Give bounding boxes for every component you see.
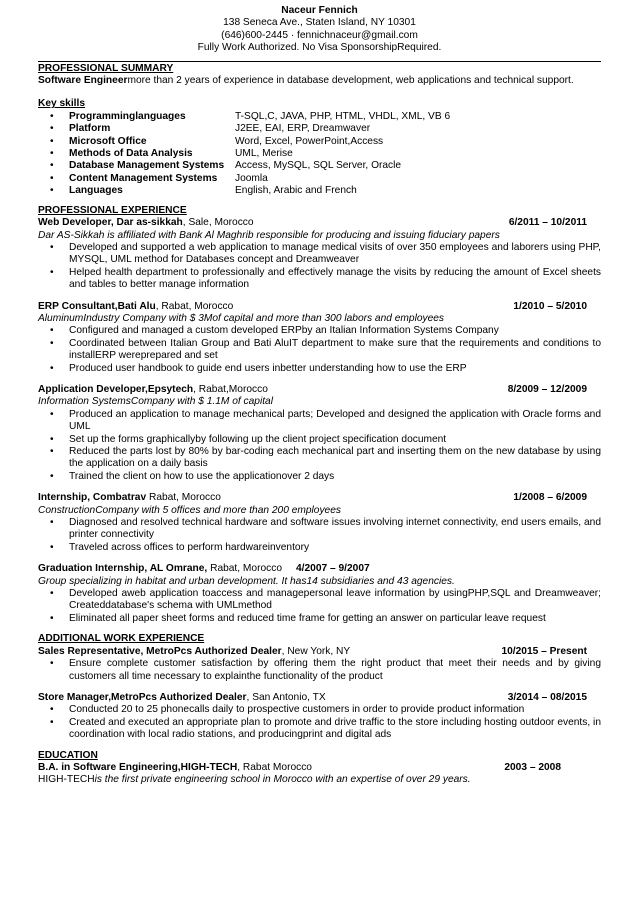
job-line bbox=[38, 384, 601, 396]
job-dates: 1/2010 – 5/2010 bbox=[513, 300, 587, 312]
skill-value: J2EE, EAI, ERP, Dreamwaver bbox=[235, 123, 371, 135]
candidate-name: Naceur Fennich bbox=[281, 5, 358, 16]
job-heading bbox=[38, 646, 350, 658]
summary-heading: PROFESSIONAL SUMMARY bbox=[38, 62, 174, 74]
work-authorization: Fully Work Authorized. No Visa SponsorshipRequired. bbox=[197, 42, 442, 54]
job-bullet: • Produced an application to manage mechanical parts; Developed and designed the application with Oracle forms and UML bbox=[38, 409, 601, 434]
skill-name: • Languages bbox=[69, 185, 123, 197]
job-line bbox=[38, 646, 601, 658]
job-title: Store Manager,MetroPcs Authorized Dealer bbox=[38, 691, 247, 703]
job-line bbox=[38, 692, 601, 704]
skills-heading: Key skills bbox=[38, 98, 86, 110]
job-description: Group specializing in habitat and urban development. It has14 subsidiaries and 43 agencies. bbox=[38, 575, 455, 587]
job-bullets bbox=[38, 517, 601, 554]
job-bullet: • Configured and managed a custom developed ERPby an Italian Information Systems Company bbox=[38, 325, 601, 337]
job-heading bbox=[38, 301, 233, 313]
education-line: B.A. in Software Engineering,HIGH-TECH, Rabat Morocco 2003 – 2008 bbox=[38, 761, 561, 773]
job-bullet: • Conducted 20 to 25 phonecalls daily to prospective customers in order to provide product information bbox=[38, 704, 601, 716]
skill-item bbox=[38, 111, 601, 123]
skill-value: T-SQL,C, JAVA, PHP, HTML, VHDL, XML, VB 6 bbox=[235, 110, 451, 122]
job-dates: 4/2007 – 9/2007 bbox=[296, 563, 370, 575]
job-dates: 1/2008 – 6/2009 bbox=[513, 492, 587, 504]
job-bullet: • Diagnosed and resolved technical hardware and software issues involving internet connectivity, end users emails, and printer connectivity bbox=[38, 517, 601, 542]
summary-text: Software Engineermore than 2 years of experience in database development, web applications and technical support. bbox=[38, 75, 574, 87]
experience-heading: PROFESSIONAL EXPERIENCE bbox=[38, 204, 187, 216]
job-bullet: • Coordinated between Italian Group and Bati AluIT department to make sure that the requirements and conditions to installERP wereprepared and set bbox=[38, 338, 601, 363]
contact-info: (646)600-2445 · fennichnaceur@gmail.com bbox=[221, 29, 418, 41]
skill-value: Word, Excel, PowerPoint,Access bbox=[235, 135, 384, 147]
job-bullet: • Created and executed an appropriate plan to promote and drive traffic to the store including hosting outdoor events, in coordination with local radio stations, and producingprint and digital ads bbox=[38, 717, 601, 742]
skills-list bbox=[38, 111, 601, 198]
job-bullets bbox=[38, 242, 601, 292]
job-location: , Sale, Morocco bbox=[182, 217, 254, 229]
job-line bbox=[38, 301, 601, 313]
job-bullets bbox=[38, 588, 601, 625]
skill-item bbox=[38, 136, 601, 148]
job-location: , Rabat,Morocco bbox=[193, 383, 268, 395]
skill-name: • Methods of Data Analysis bbox=[69, 148, 193, 160]
job-heading bbox=[38, 563, 370, 575]
additional-heading: ADDITIONAL WORK EXPERIENCE bbox=[38, 633, 205, 645]
job-bullet: • Developed and supported a web application to manage medical visits of over 350 employees and laborers using PHP, MYSQL, UML method for Databases concept and Dreamweaver bbox=[38, 242, 601, 267]
job-line bbox=[38, 492, 601, 504]
job-bullets bbox=[38, 658, 601, 683]
school-desc: HIGH-TECHis the first private engineering school in Morocco with an expertise of over 29 years. bbox=[38, 774, 471, 786]
job-bullet: • Eliminated all paper sheet forms and reduced time frame for getting an answer on particular leave request bbox=[38, 613, 601, 625]
job-bullets bbox=[38, 325, 601, 375]
skill-value: English, Arabic and French bbox=[235, 185, 357, 197]
skill-name: • Programminglanguages bbox=[69, 110, 186, 122]
resume-header bbox=[38, 5, 601, 55]
job-line bbox=[38, 563, 601, 575]
job-bullet: • Traveled across offices to perform hardwareinventory bbox=[38, 542, 601, 554]
job-bullets bbox=[38, 409, 601, 483]
job-bullet: • Reduced the parts lost by 80% by bar-coding each mechanical part and inserting them on the new database by using the application on a daily basis bbox=[38, 446, 601, 471]
resume-page bbox=[38, 0, 601, 787]
job-description: AluminumIndustry Company with $ 3Mof capital and more than 300 labors and employees bbox=[38, 312, 445, 324]
job-bullets bbox=[38, 704, 601, 741]
skill-name: • Microsoft Office bbox=[69, 135, 147, 147]
job-bullet: • Ensure complete customer satisfaction by offering them the right product that meet their needs and by giving customers all time necessary to explainthe functionality of the product bbox=[38, 658, 601, 683]
skill-name: • Database Management Systems bbox=[69, 160, 225, 172]
job-title: Application Developer,Epsytech bbox=[38, 383, 194, 395]
skill-item bbox=[38, 123, 601, 135]
job-location: Rabat, Morocco bbox=[207, 563, 282, 575]
skill-item bbox=[38, 185, 601, 197]
address: 138 Seneca Ave., Staten Island, NY 10301 bbox=[223, 17, 416, 29]
job-dates: 8/2009 – 12/2009 bbox=[507, 383, 587, 395]
job-location: , New York, NY bbox=[281, 645, 351, 657]
job-title: Graduation Internship, AL Omrane, bbox=[38, 563, 208, 575]
job-description: Information SystemsCompany with $ 1.1M of capital bbox=[38, 396, 273, 408]
summary-lead: Software Engineer bbox=[38, 75, 128, 87]
experience-list bbox=[38, 217, 601, 625]
job-heading bbox=[38, 692, 326, 704]
job-heading bbox=[38, 217, 254, 229]
job-location: Rabat, Morocco bbox=[146, 492, 221, 504]
job-title: Sales Representative, MetroPcs Authorized Dealer bbox=[38, 645, 282, 657]
job-line bbox=[38, 217, 601, 229]
skill-name: • Platform bbox=[69, 123, 111, 135]
header-divider bbox=[38, 61, 601, 62]
job-description: Dar AS-Sikkah is affiliated with Bank Al Maghrib responsible for producing and issuing fiduciary papers bbox=[38, 229, 500, 241]
job-bullet: • Trained the client on how to use the applicationover 2 days bbox=[38, 471, 601, 483]
job-dates: 3/2014 – 08/2015 bbox=[507, 691, 587, 703]
education-dates: 2003 – 2008 bbox=[504, 761, 561, 773]
job-location: , San Antonio, TX bbox=[246, 691, 326, 703]
skill-item bbox=[38, 148, 601, 160]
skill-name: • Content Management Systems bbox=[69, 172, 218, 184]
job-dates: 10/2015 – Present bbox=[501, 645, 587, 657]
job-title: Web Developer, Dar as-sikkah bbox=[38, 217, 183, 229]
skill-item bbox=[38, 160, 601, 172]
skill-value: Access, MySQL, SQL Server, Oracle bbox=[235, 160, 402, 172]
job-heading bbox=[38, 384, 268, 396]
skill-value: Joomla bbox=[235, 172, 268, 184]
job-bullet: • Helped health department to professionally and effectively manage the visits by reducing the amount of Excel sheets and tables to better manage information bbox=[38, 267, 601, 292]
job-description: ConstructionCompany with 5 offices and more than 200 employees bbox=[38, 504, 341, 516]
education-heading: EDUCATION bbox=[38, 749, 98, 761]
job-bullet: • Produced user handbook to guide end users inbetter understanding how to use the ERP bbox=[38, 363, 601, 375]
job-location: , Rabat, Morocco bbox=[155, 300, 234, 312]
skill-item bbox=[38, 173, 601, 185]
job-title: Internship, Combatrav bbox=[38, 492, 147, 504]
job-bullet: • Developed aweb application toaccess and managepersonal leave information by usingPHP,SQL and Dreamweaver; Createddatabase's schema with UMLmethod bbox=[38, 588, 601, 613]
job-dates: 6/2011 – 10/2011 bbox=[508, 217, 587, 229]
job-bullet: • Set up the forms graphicallyby following up the client project specification document bbox=[38, 434, 601, 446]
additional-list bbox=[38, 646, 601, 742]
skill-value: UML, Merise bbox=[235, 148, 293, 160]
job-heading bbox=[38, 492, 221, 504]
degree: B.A. in Software Engineering,HIGH-TECH bbox=[38, 761, 238, 773]
job-title: ERP Consultant,Bati Alu bbox=[38, 300, 156, 312]
